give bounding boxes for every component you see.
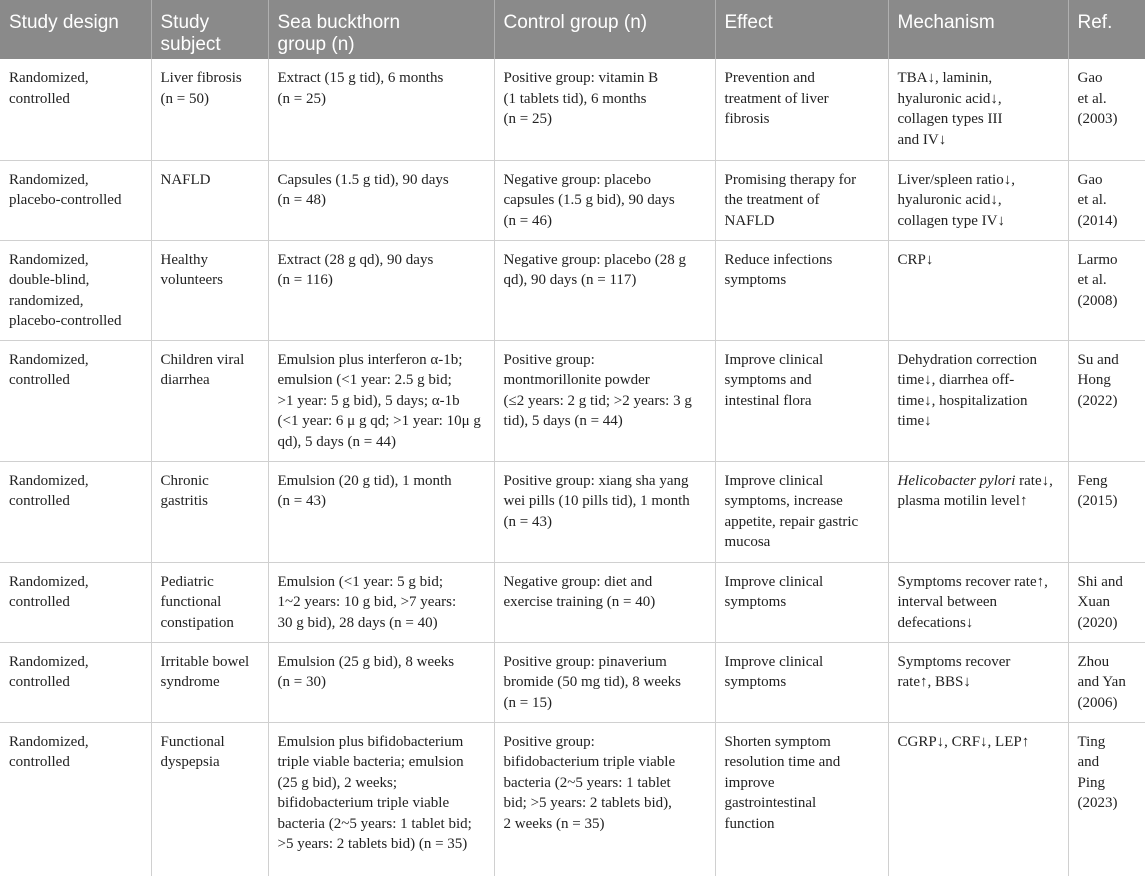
table-row xyxy=(0,461,1145,562)
cell-line: Emulsion (<1 year: 5 g bid; xyxy=(277,573,444,590)
cell-control-group xyxy=(494,461,715,562)
cell-line: Liver/spleen ratio↓, xyxy=(897,171,1015,188)
cell-line: tid), 5 days (n = 44) xyxy=(503,413,623,429)
cell-line: Promising therapy for xyxy=(724,171,857,188)
cell-line: Study design xyxy=(9,12,119,33)
cell-line: Gao xyxy=(1077,70,1103,86)
cell-mechanism xyxy=(888,340,1068,461)
cell-line: qd), 5 days (n = 44) xyxy=(277,433,396,450)
cell-line: (2022) xyxy=(1077,392,1118,409)
cell-line: Sea buckthorn xyxy=(277,12,401,33)
cell-mechanism xyxy=(888,722,1068,876)
cell-ref xyxy=(1068,642,1145,722)
cell-sea-buckthorn-group xyxy=(268,722,494,876)
table-row xyxy=(0,722,1145,876)
cell-line: intestinal flora xyxy=(724,392,812,409)
cell-line: Su and xyxy=(1077,351,1119,368)
cell-line: Emulsion plus interferon α-1b; xyxy=(277,351,463,368)
header-row xyxy=(0,0,1145,59)
cell-sea-buckthorn-group xyxy=(268,240,494,340)
table-row xyxy=(0,59,1145,160)
cell-line: collagen type IV↓ xyxy=(897,212,1005,229)
cell-line: exercise training (n = 40) xyxy=(503,594,656,610)
cell-line: Positive group: xyxy=(503,351,595,368)
table-row xyxy=(0,562,1145,642)
cell-line: gastritis xyxy=(160,493,208,509)
table-row xyxy=(0,642,1145,722)
cell-line: Improve clinical xyxy=(724,653,824,670)
cell-line: NAFLD xyxy=(724,212,775,229)
cell-line: time↓ xyxy=(897,413,932,429)
cell-line: et al. xyxy=(1077,192,1107,208)
cell-line: Emulsion plus bifidobacterium xyxy=(277,733,464,750)
cell-line: bromide (50 mg tid), 8 weeks xyxy=(503,674,681,690)
cell-study-design xyxy=(0,562,151,642)
cell-line: subject xyxy=(160,34,221,55)
cell-line: (2020) xyxy=(1077,614,1118,631)
cell-line: mucosa xyxy=(724,534,771,550)
cell-line: Extract (28 g qd), 90 days xyxy=(277,251,434,268)
cell-line: symptoms, increase xyxy=(724,493,843,509)
cell-mechanism xyxy=(888,461,1068,562)
cell-ref xyxy=(1068,160,1145,240)
cell-line: symptoms xyxy=(724,272,787,288)
cell-line: Randomized, xyxy=(9,653,89,670)
cell-study-subject xyxy=(151,240,268,340)
cell-line: Ting xyxy=(1077,733,1106,750)
cell-effect xyxy=(715,562,888,642)
cell-line: placebo-controlled xyxy=(9,192,122,208)
cell-line: bid; >5 years: 2 tablets bid), xyxy=(503,795,672,811)
cell-line: Control group (n) xyxy=(503,12,648,33)
cell-line: controlled xyxy=(9,594,70,610)
cell-line: Zhou xyxy=(1077,653,1110,670)
table-row xyxy=(0,160,1145,240)
cell-line: (n = 25) xyxy=(503,111,552,127)
cell-line: Xuan xyxy=(1077,594,1110,610)
cell-line: 30 g bid), 28 days (n = 40) xyxy=(277,614,438,631)
cell-line: (n = 48) xyxy=(277,192,326,208)
cell-line: time↓, diarrhea off- xyxy=(897,372,1015,388)
cell-line: resolution time and xyxy=(724,754,841,770)
cell-line: Symptoms recover xyxy=(897,653,1011,670)
cell-line: constipation xyxy=(160,614,234,631)
cell-line: randomized, xyxy=(9,292,84,309)
cell-line: Gao xyxy=(1077,171,1103,188)
cell-line: Hong xyxy=(1077,372,1111,388)
cell-study-subject xyxy=(151,562,268,642)
cell-line: hyaluronic acid↓, xyxy=(897,90,1002,107)
cell-line: Positive group: xiang sha yang xyxy=(503,472,689,489)
cell-line: Pediatric xyxy=(160,573,214,590)
cell-line: (n = 116) xyxy=(277,272,333,288)
cell-line: (n = 30) xyxy=(277,674,326,690)
cell-line: function xyxy=(724,815,775,832)
cell-line: capsules (1.5 g bid), 90 days xyxy=(503,192,675,208)
cell-line: (2008) xyxy=(1077,292,1118,309)
cell-study-design xyxy=(0,340,151,461)
cell-control-group xyxy=(494,340,715,461)
cell-line: (2015) xyxy=(1077,493,1118,509)
cell-line: et al. xyxy=(1077,90,1107,107)
cell-mechanism xyxy=(888,562,1068,642)
cell-line: Dehydration correction xyxy=(897,351,1038,368)
cell-study-subject xyxy=(151,642,268,722)
cell-line: Symptoms recover rate↑, xyxy=(897,573,1048,590)
cell-effect xyxy=(715,160,888,240)
cell-line: triple viable bacteria; emulsion xyxy=(277,754,464,770)
cell-line: Randomized, xyxy=(9,733,89,750)
cell-line: Extract (15 g tid), 6 months xyxy=(277,70,444,86)
cell-line: >1 year: 5 g bid), 5 days; α-1b xyxy=(277,392,460,409)
cell-line: (2006) xyxy=(1077,694,1118,711)
cell-line: (n = 25) xyxy=(277,90,326,107)
cell-study-design xyxy=(0,240,151,340)
cell-line: montmorillonite powder xyxy=(503,372,650,388)
cell-sea-buckthorn-group xyxy=(268,160,494,240)
cell-line: controlled xyxy=(9,754,70,770)
cell-control-group xyxy=(494,160,715,240)
cell-line: Randomized, xyxy=(9,251,89,268)
cell-control-group xyxy=(494,722,715,876)
cell-effect xyxy=(715,461,888,562)
cell-line: Ping xyxy=(1077,774,1106,791)
cell-line: Negative group: diet and xyxy=(503,573,653,590)
cell-control-group xyxy=(494,240,715,340)
cell-line: Randomized, xyxy=(9,573,89,590)
cell-line: (n = 43) xyxy=(503,513,552,530)
cell-sea-buckthorn-group xyxy=(268,340,494,461)
cell-line: Children viral xyxy=(160,351,245,368)
cell-line: >5 years: 2 tablets bid) (n = 35) xyxy=(277,836,468,852)
cell-line: (n = 15) xyxy=(503,694,552,711)
cell-line: and xyxy=(1077,754,1100,770)
cell-line: defecations↓ xyxy=(897,614,974,631)
cell-line: Prevention and xyxy=(724,70,815,86)
cell-line: volunteers xyxy=(160,272,223,288)
cell-line: 1~2 years: 10 g bid, >7 years: xyxy=(277,594,457,610)
cell-line: Randomized, xyxy=(9,171,89,188)
cell-line: bacteria (2~5 years: 1 tablet xyxy=(503,774,671,791)
cell-ref xyxy=(1068,562,1145,642)
cell-line: (n = 43) xyxy=(277,493,326,509)
cell-line: time↓, hospitalization xyxy=(897,392,1028,409)
cell-line: Positive group: pinaverium xyxy=(503,653,667,670)
cell-line: rate↑, BBS↓ xyxy=(897,674,971,690)
cell-mechanism xyxy=(888,240,1068,340)
cell-line: plasma motilin level↑ xyxy=(897,493,1028,509)
cell-line: Feng xyxy=(1077,472,1108,489)
cell-study-design xyxy=(0,722,151,876)
header-control-group xyxy=(494,0,715,59)
cell-line: Effect xyxy=(724,12,773,33)
cell-line: (2014) xyxy=(1077,212,1118,229)
cell-line: Shorten symptom xyxy=(724,733,831,750)
header-study-subject xyxy=(151,0,268,59)
cell-line: diarrhea xyxy=(160,372,210,388)
cell-study-subject xyxy=(151,722,268,876)
cell-line: Positive group: xyxy=(503,733,595,750)
cell-line: Improve clinical xyxy=(724,472,824,489)
cell-line: bacteria (2~5 years: 1 tablet bid; xyxy=(277,815,472,832)
cell-ref xyxy=(1068,461,1145,562)
cell-line: et al. xyxy=(1077,272,1107,288)
cell-line: symptoms xyxy=(724,594,787,610)
cell-study-design xyxy=(0,642,151,722)
cell-line: interval between xyxy=(897,594,998,610)
cell-sea-buckthorn-group xyxy=(268,642,494,722)
cell-line: and IV↓ xyxy=(897,131,947,148)
cell-study-subject xyxy=(151,59,268,160)
cell-line: controlled xyxy=(9,674,70,690)
cell-sea-buckthorn-group xyxy=(268,59,494,160)
cell-control-group xyxy=(494,562,715,642)
cell-line: bifidobacterium triple viable xyxy=(277,795,450,811)
cell-line: hyaluronic acid↓, xyxy=(897,192,1002,208)
cell-control-group xyxy=(494,642,715,722)
cell-line: Capsules (1.5 g tid), 90 days xyxy=(277,171,449,188)
cell-line: Shi and xyxy=(1077,573,1123,590)
cell-line: symptoms xyxy=(724,674,787,690)
cell-line: functional xyxy=(160,594,222,610)
cell-line: wei pills (10 pills tid), 1 month xyxy=(503,493,690,509)
cell-line: Negative group: placebo (28 g xyxy=(503,251,686,268)
cell-line: Helicobacter pylori rate↓, xyxy=(897,472,1053,489)
cell-line: Irritable bowel xyxy=(160,653,250,670)
cell-line: Randomized, xyxy=(9,351,89,368)
cell-line: Emulsion (25 g bid), 8 weeks xyxy=(277,653,455,670)
cell-line: Improve clinical xyxy=(724,573,824,590)
cell-line: (25 g bid), 2 weeks; xyxy=(277,774,398,791)
cell-ref xyxy=(1068,340,1145,461)
cell-line: appetite, repair gastric xyxy=(724,513,859,530)
cell-line: Reduce infections xyxy=(724,251,833,268)
italic-term: Helicobacter pylori xyxy=(897,472,1016,489)
table-body xyxy=(0,59,1145,876)
cell-line: emulsion (<1 year: 2.5 g bid; xyxy=(277,372,452,388)
cell-line: double-blind, xyxy=(9,272,90,288)
cell-line: 2 weeks (n = 35) xyxy=(503,815,605,832)
header-study-design xyxy=(0,0,151,59)
header-mechanism xyxy=(888,0,1068,59)
cell-line: Negative group: placebo xyxy=(503,171,651,188)
cell-effect xyxy=(715,722,888,876)
cell-line: Larmo xyxy=(1077,251,1118,268)
cell-line: dyspepsia xyxy=(160,754,220,770)
cell-line: Chronic xyxy=(160,472,209,489)
cell-study-subject xyxy=(151,461,268,562)
cell-line: (1 tablets tid), 6 months xyxy=(503,90,647,107)
cell-effect xyxy=(715,240,888,340)
table-header xyxy=(0,0,1145,59)
cell-line: qd), 90 days (n = 117) xyxy=(503,272,637,288)
cell-line: controlled xyxy=(9,493,70,509)
cell-study-subject xyxy=(151,340,268,461)
cell-line: fibrosis xyxy=(724,111,770,127)
cell-line: group (n) xyxy=(277,34,355,55)
cell-line: Emulsion (20 g tid), 1 month xyxy=(277,472,452,489)
cell-line: (≤2 years: 2 g tid; >2 years: 3 g xyxy=(503,392,692,409)
cell-line: CGRP↓, CRF↓, LEP↑ xyxy=(897,733,1030,750)
header-effect xyxy=(715,0,888,59)
cell-study-subject xyxy=(151,160,268,240)
cell-line: syndrome xyxy=(160,674,220,690)
table-row xyxy=(0,340,1145,461)
header-sea-buckthorn-group xyxy=(268,0,494,59)
cell-ref xyxy=(1068,722,1145,876)
cell-mechanism xyxy=(888,59,1068,160)
cell-line: (n = 50) xyxy=(160,90,209,107)
cell-line: Mechanism xyxy=(897,12,995,33)
cell-line: Improve clinical xyxy=(724,351,824,368)
cell-effect xyxy=(715,59,888,160)
cell-line: (2003) xyxy=(1077,111,1118,127)
header-ref xyxy=(1068,0,1145,59)
cell-effect xyxy=(715,642,888,722)
cell-line: CRP↓ xyxy=(897,251,934,268)
cell-line: Study xyxy=(160,12,210,33)
cell-ref xyxy=(1068,240,1145,340)
cell-line: (<1 year: 6 μ g qd; >1 year: 10μ g xyxy=(277,413,481,429)
cell-line: controlled xyxy=(9,90,70,107)
cell-line: Functional xyxy=(160,733,225,750)
cell-sea-buckthorn-group xyxy=(268,461,494,562)
cell-ref xyxy=(1068,59,1145,160)
cell-line: bifidobacterium triple viable xyxy=(503,754,676,770)
cell-study-design xyxy=(0,160,151,240)
cell-line: treatment of liver xyxy=(724,90,829,107)
cell-effect xyxy=(715,340,888,461)
cell-line: Randomized, xyxy=(9,472,89,489)
cell-line: gastrointestinal xyxy=(724,795,817,811)
cell-line: Healthy xyxy=(160,251,208,268)
cell-sea-buckthorn-group xyxy=(268,562,494,642)
cell-mechanism xyxy=(888,160,1068,240)
cell-line: symptoms and xyxy=(724,372,812,388)
cell-line: Liver fibrosis xyxy=(160,70,242,86)
cell-line: controlled xyxy=(9,372,70,388)
cell-study-design xyxy=(0,59,151,160)
cell-line: collagen types III xyxy=(897,111,1003,127)
cell-line: Randomized, xyxy=(9,70,89,86)
cell-line: Positive group: vitamin B xyxy=(503,70,659,86)
cell-line: the treatment of xyxy=(724,192,820,208)
cell-line: Ref. xyxy=(1077,12,1113,33)
cell-line: NAFLD xyxy=(160,171,211,188)
cell-mechanism xyxy=(888,642,1068,722)
cell-line: (n = 46) xyxy=(503,212,552,229)
cell-control-group xyxy=(494,59,715,160)
cell-line: and Yan xyxy=(1077,674,1126,690)
table-row xyxy=(0,240,1145,340)
cell-study-design xyxy=(0,461,151,562)
cell-line: improve xyxy=(724,774,775,791)
cell-line: (2023) xyxy=(1077,795,1118,811)
cell-line: TBA↓, laminin, xyxy=(897,70,993,86)
cell-line: placebo-controlled xyxy=(9,313,122,329)
